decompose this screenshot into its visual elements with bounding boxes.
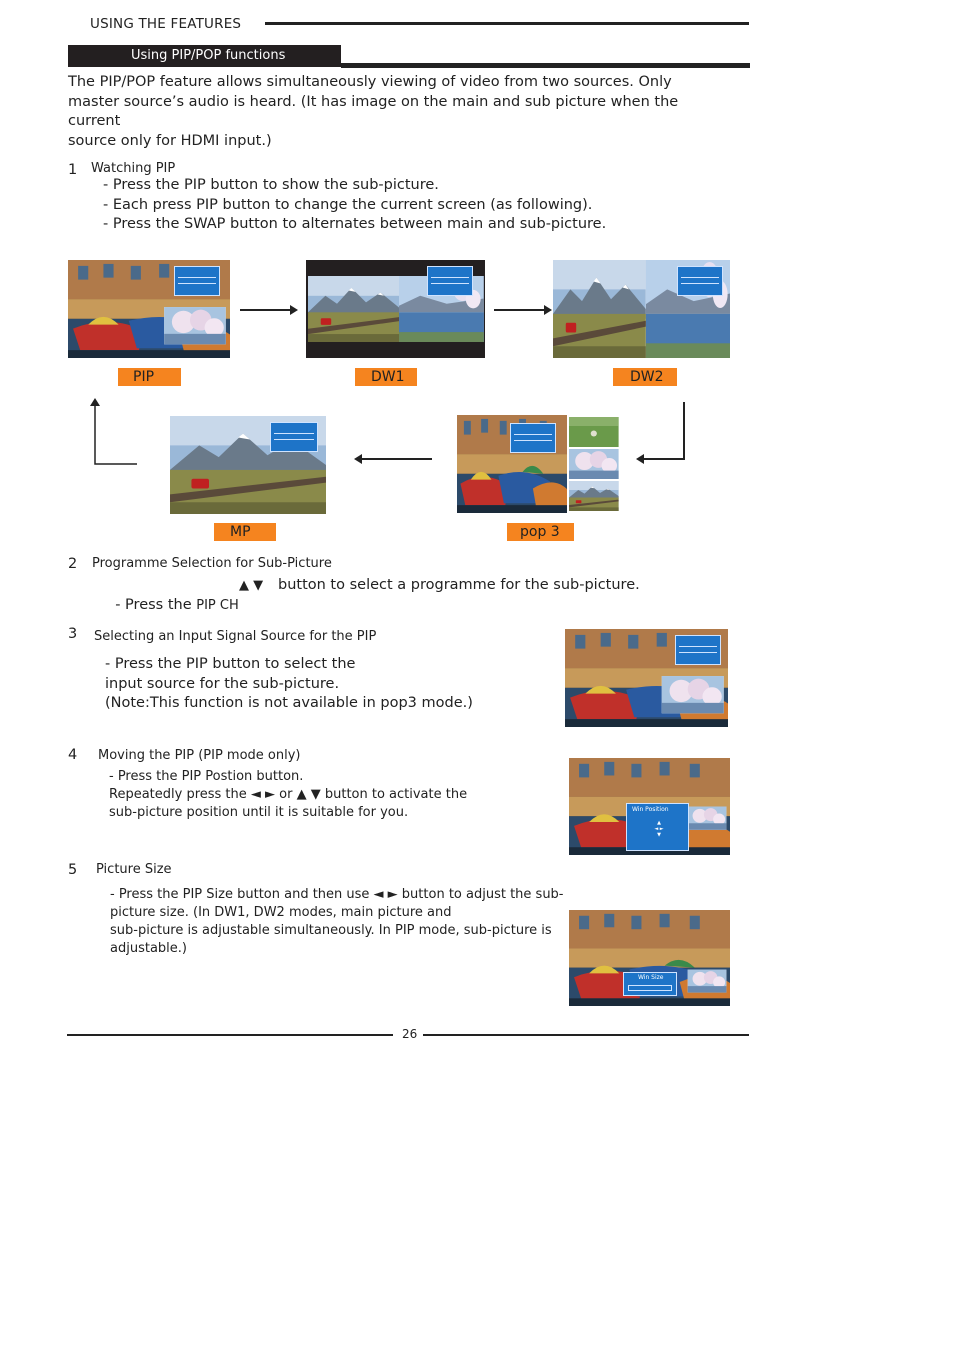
instruction-line: sub-picture is adjustable simultaneously. In PIP mode, sub-picture is — [110, 923, 552, 938]
pop3-mode-screenshot — [457, 415, 620, 513]
step3-instructions — [105, 655, 473, 714]
right-arrow-icon — [494, 304, 552, 316]
direction-pad-icon: ▲ ◄ ► ▼ — [654, 820, 664, 838]
mp-mode-screenshot — [170, 416, 326, 514]
step-number: 5 — [68, 862, 78, 878]
down-left-arrow-icon — [634, 402, 686, 464]
dw2-osd — [677, 266, 723, 296]
instruction-line: adjustable.) — [110, 941, 187, 956]
section-title: USING THE FEATURES — [90, 16, 242, 32]
pip-ch-key: PIP CH — [196, 597, 239, 613]
win-position-osd — [626, 803, 689, 851]
section-rule — [265, 22, 749, 25]
intro-line: source only for HDMI input.) — [68, 132, 272, 149]
step5-instructions — [110, 886, 564, 958]
step-number: 2 — [68, 556, 78, 572]
instruction-line: - Press the PIP Size button and then use ◄ ► button to adjust the sub- — [110, 887, 564, 902]
step-number: 4 — [68, 747, 78, 763]
step-title: Watching PIP — [91, 161, 176, 176]
step-title: Programme Selection for Sub-Picture — [92, 556, 332, 571]
instruction-line: input source for the sub-picture. — [105, 675, 340, 692]
pop3-osd — [510, 423, 556, 453]
instruction-line: - Each press PIP button to change the current screen (as following). — [103, 196, 593, 213]
pop3-label: pop 3 — [507, 523, 574, 541]
step-title: Moving the PIP (PIP mode only) — [98, 748, 301, 763]
dw1-osd — [427, 266, 473, 296]
right-arrow-icon — [240, 304, 298, 316]
instruction-line: Repeatedly press the ◄ ► or ▲ ▼ button to activate the — [109, 787, 468, 802]
up-down-arrows-icon: ▲ ▼ — [239, 578, 264, 593]
intro-line: master source’s audio is heard. (It has image on the main and sub picture when the current — [68, 93, 679, 129]
dw2-label: DW2 — [613, 368, 677, 386]
dw1-mode-screenshot — [306, 260, 485, 358]
instruction-prefix: - Press the — [115, 596, 197, 613]
pip-mode-screenshot — [68, 260, 230, 358]
win-position-screenshot — [569, 758, 730, 855]
step2-instruction — [106, 576, 239, 615]
up-return-arrow-icon — [88, 398, 138, 466]
subsection-title: Using PIP/POP functions — [131, 48, 286, 63]
left-arrow-icon — [354, 453, 432, 465]
instruction-line: - Press the SWAP button to alternates between main and sub-picture. — [103, 216, 607, 232]
instruction-line: - Press the PIP button to select the — [105, 656, 356, 672]
intro-line: The PIP/POP feature allows simultaneously viewing of video from two sources. Only — [68, 74, 672, 90]
step-number: 3 — [68, 626, 78, 642]
win-position-osd-title: Win Position — [632, 806, 669, 813]
footer-rule-left — [67, 1034, 393, 1036]
pip-label: PIP — [118, 368, 181, 386]
instruction-line: picture size. (In DW1, DW2 modes, main picture and — [110, 905, 452, 920]
win-size-screenshot — [569, 910, 730, 1006]
step2-instruction-suffix: button to select a programme for the sub-picture. — [278, 577, 640, 593]
win-size-osd — [623, 972, 677, 996]
pip-osd — [174, 266, 220, 296]
dw1-label: DW1 — [355, 368, 417, 386]
step-title: Selecting an Input Signal Source for the PIP — [94, 629, 377, 644]
subsection-rule — [341, 63, 750, 68]
intro-text — [68, 73, 708, 151]
step-title: Picture Size — [96, 862, 172, 877]
input-source-screenshot — [565, 629, 728, 727]
dw2-mode-screenshot — [553, 260, 730, 358]
step4-instructions — [109, 768, 467, 822]
instruction-line: - Press the PIP button to show the sub-picture. — [103, 177, 439, 193]
step-number: 1 — [68, 162, 78, 178]
mp-label: MP — [214, 523, 276, 541]
page-number: 26 — [402, 1027, 418, 1041]
instruction-line: - Press the PIP Postion button. — [109, 769, 304, 784]
step1-instructions — [103, 176, 606, 235]
footer-rule-right — [423, 1034, 749, 1036]
win-size-osd-title: Win Size — [638, 974, 664, 981]
instruction-line: (Note:This function is not available in pop3 mode.) — [105, 695, 473, 711]
size-slider-icon — [628, 985, 672, 991]
input-source-osd — [675, 635, 721, 665]
instruction-line: sub-picture position until it is suitable for you. — [109, 805, 409, 820]
mp-osd — [270, 422, 318, 452]
